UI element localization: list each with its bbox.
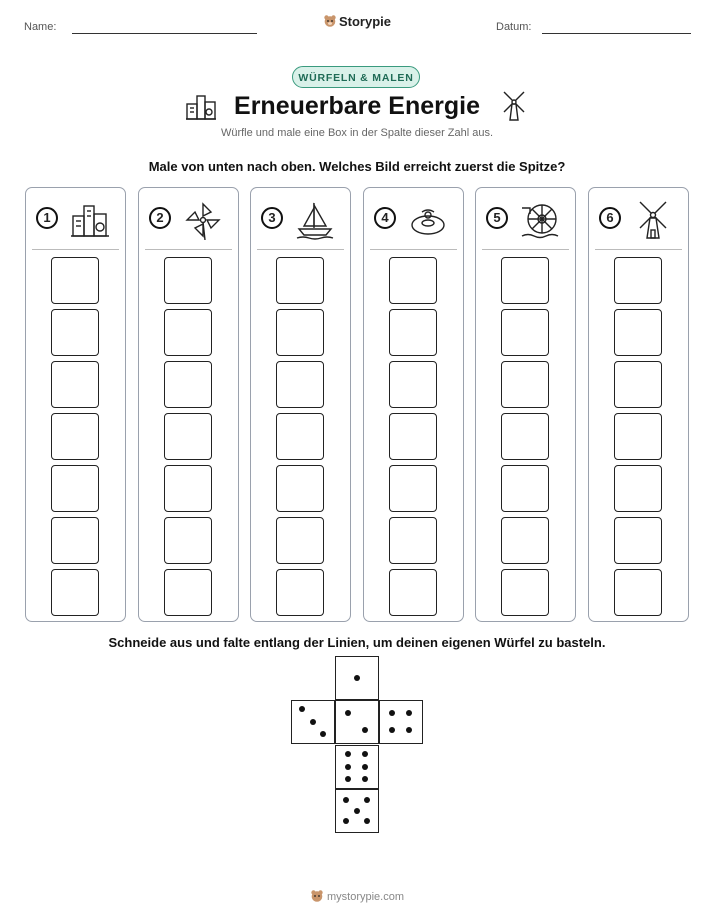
color-box[interactable] xyxy=(276,517,324,564)
windmill-icon xyxy=(633,200,673,240)
sailboat-icon xyxy=(295,200,335,240)
color-box[interactable] xyxy=(51,413,99,460)
column-2 xyxy=(138,187,239,622)
dice-pip xyxy=(406,727,412,733)
dice-face-5 xyxy=(335,789,379,833)
color-box[interactable] xyxy=(276,413,324,460)
color-box[interactable] xyxy=(389,569,437,616)
color-box[interactable] xyxy=(614,361,662,408)
color-box[interactable] xyxy=(501,569,549,616)
color-box[interactable] xyxy=(164,257,212,304)
color-box[interactable] xyxy=(276,309,324,356)
color-box[interactable] xyxy=(501,257,549,304)
dice-pip xyxy=(354,808,360,814)
color-box[interactable] xyxy=(276,257,324,304)
color-box[interactable] xyxy=(389,413,437,460)
color-box[interactable] xyxy=(276,569,324,616)
color-box[interactable] xyxy=(614,309,662,356)
color-box[interactable] xyxy=(614,257,662,304)
name-label: Name: xyxy=(24,21,57,33)
color-box[interactable] xyxy=(51,569,99,616)
dice-face-1 xyxy=(335,656,379,700)
footer-url[interactable]: mystorypie.com xyxy=(326,891,405,903)
column-3 xyxy=(250,187,351,622)
color-box[interactable] xyxy=(51,257,99,304)
dice-face-4 xyxy=(379,700,423,744)
dice-pip xyxy=(362,727,368,733)
color-box[interactable] xyxy=(389,517,437,564)
dice-pip xyxy=(345,776,351,782)
column-divider xyxy=(482,249,569,250)
dice-pip xyxy=(343,818,349,824)
column-number: 1 xyxy=(36,207,58,229)
dice-pip xyxy=(362,751,368,757)
color-box[interactable] xyxy=(164,413,212,460)
dice-face-6 xyxy=(335,745,379,789)
dice-pip xyxy=(345,751,351,757)
color-box[interactable] xyxy=(164,465,212,512)
color-box[interactable] xyxy=(614,465,662,512)
hydrogen-ring-icon xyxy=(408,200,448,240)
dice-pip xyxy=(354,675,360,681)
dice-face-2 xyxy=(335,700,379,744)
name-line[interactable] xyxy=(72,33,257,34)
column-4 xyxy=(363,187,464,622)
bear-icon xyxy=(323,14,337,31)
color-box[interactable] xyxy=(164,309,212,356)
dice-pip xyxy=(406,710,412,716)
date-label: Datum: xyxy=(496,21,532,33)
column-number: 2 xyxy=(149,207,171,229)
color-box[interactable] xyxy=(51,361,99,408)
column-divider xyxy=(145,249,232,250)
color-box[interactable] xyxy=(389,309,437,356)
column-5 xyxy=(475,187,576,622)
dice-pip xyxy=(345,710,351,716)
color-box[interactable] xyxy=(614,569,662,616)
color-box[interactable] xyxy=(276,361,324,408)
windmill-icon xyxy=(500,90,528,127)
subtitle: Würfle und male eine Box in der Spalte dieser Zahl aus. xyxy=(220,127,494,139)
page-title: Erneuerbare Energie xyxy=(234,92,480,120)
coloring-instruction: Male von unten nach oben. Welches Bild erreicht zuerst die Spitze? xyxy=(148,159,566,174)
column-divider xyxy=(595,249,682,250)
dice-pip xyxy=(362,764,368,770)
brand-name: Storypie xyxy=(338,14,391,29)
color-box[interactable] xyxy=(51,309,99,356)
color-box[interactable] xyxy=(276,465,324,512)
water-wheel-icon xyxy=(520,200,560,240)
color-box[interactable] xyxy=(164,517,212,564)
color-box[interactable] xyxy=(164,361,212,408)
color-box[interactable] xyxy=(389,361,437,408)
column-divider xyxy=(257,249,344,250)
color-box[interactable] xyxy=(164,569,212,616)
dice-pip xyxy=(299,706,305,712)
color-box[interactable] xyxy=(501,361,549,408)
date-line[interactable] xyxy=(542,33,691,34)
column-number: 3 xyxy=(261,207,283,229)
color-box[interactable] xyxy=(501,309,549,356)
dice-pip xyxy=(364,797,370,803)
dice-pip xyxy=(364,818,370,824)
column-divider xyxy=(370,249,457,250)
column-divider xyxy=(32,249,119,250)
dice-pip xyxy=(320,731,326,737)
pinwheel-icon xyxy=(183,200,223,240)
color-box[interactable] xyxy=(389,465,437,512)
dice-pip xyxy=(389,727,395,733)
dice-pip xyxy=(310,719,316,725)
color-box[interactable] xyxy=(614,413,662,460)
power-plant-icon xyxy=(70,200,110,240)
color-box[interactable] xyxy=(51,517,99,564)
cut-instruction: Schneide aus und falte entlang der Linien, um deinen eigenen Würfel zu basteln. xyxy=(108,635,606,650)
color-box[interactable] xyxy=(501,517,549,564)
column-6 xyxy=(588,187,689,622)
column-number: 5 xyxy=(486,207,508,229)
color-box[interactable] xyxy=(501,465,549,512)
dice-pip xyxy=(343,797,349,803)
color-box[interactable] xyxy=(614,517,662,564)
column-1 xyxy=(25,187,126,622)
column-number: 4 xyxy=(374,207,396,229)
bear-icon xyxy=(310,889,324,906)
color-box[interactable] xyxy=(389,257,437,304)
dice-pip xyxy=(389,710,395,716)
footer xyxy=(0,889,714,906)
dice-face-3 xyxy=(291,700,335,744)
brand-logo xyxy=(0,14,714,31)
column-number: 6 xyxy=(599,207,621,229)
color-box[interactable] xyxy=(51,465,99,512)
dice-pip xyxy=(345,764,351,770)
category-badge: WÜRFELN & MALEN xyxy=(292,66,420,88)
color-box[interactable] xyxy=(501,413,549,460)
dice-pip xyxy=(362,776,368,782)
